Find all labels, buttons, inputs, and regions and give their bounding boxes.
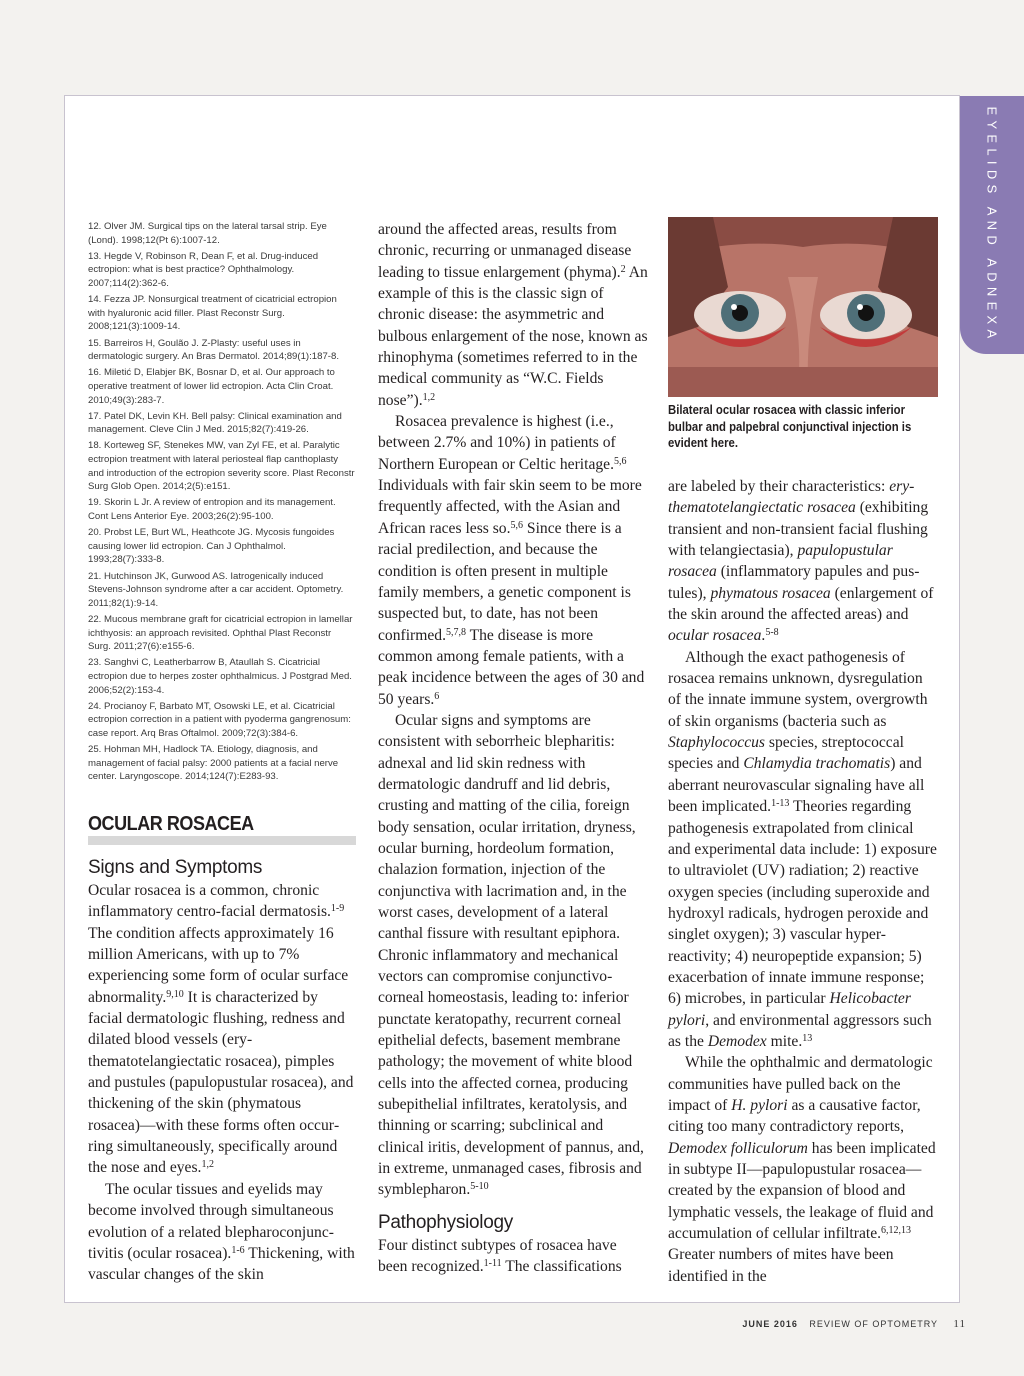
body-paragraph: Rosacea prevalence is highest (i.e., between 2.7% and 10%) in patients of Northern European or Celtic heritage.$^{5,6}$ Individuals with fair skin seem to be more frequently affected, with the Asian and African races less so.$^{5,6}$ Since there is a racial predilection, and because the condition is often present in multiple family members, a genetic component is suspected but, to date, has not been confirmed.$^{5,7,8}$ The disease is more common among female patients, with a peak incidence between the ages of 30 and 50 years.$^6$ [378, 413, 645, 708]
body-paragraph: around the affected areas, results from chronic, recurring or unmanaged disease leading to tissue enlargement (phyma).$^2$ An example of this is the classic sign of chronic disease: the asymmetric and bulbous enlargement of the nose, known as rhinophyma (sometimes referred to in the medical community as “W.C. Fields nose”).$^{1,2}$ [378, 221, 648, 409]
footer-magazine: REVIEW OF OPTOMETRY [809, 1319, 938, 1329]
body-paragraph: are labeled by their characteristics: erythematotelangiectatic rosacea (exhibiting transient and non-transient facial flushing with telangiectasia), papulopustular rosacea (inflammatory papules and pustules), phymatous rosacea (enlargement of the skin around the affected areas) and ocular rosacea.$^{5-8}$ [668, 478, 934, 645]
reference-item: 16. Miletić D, Elabjer BK, Bosnar D, et al. Our approach to operative treatment of lower lid ectropion. Acta Clin Croat. 2010;49(3):283-7. [88, 367, 335, 406]
reference-item: 14. Fezza JP. Nonsurgical treatment of cicatricial ectropion with hyaluronic acid filler. Plast Reconstr Surg. 2008;121(3):1009-14. [88, 294, 337, 333]
reference-item: 21. Hutchinson JK, Gurwood AS. Iatrogenically induced Stevens-Johnson syndrome after a car accident. Optometry. 2011;82(1):9-14. [88, 570, 344, 609]
reference-item: 24. Procianoy F, Barbato MT, Osowski LE, et al. Cicatricial ectropion correction in a patient with pyoderma gangrenosum: case report. Arq Bras Oftalmol. 2009;72(3):384-6. [88, 700, 351, 739]
body-paragraph: Although the exact pathogenesis of rosacea remains unknown, dysregulation of the innate immune system, overgrowth of skin organisms (bacteria such as Staphylococcus species, streptococcal species and Chlamydia trachomatis) and aberrant neurovascular signaling have all been implicated.$^{1-13}$ Theories regarding pathogenesis extrapolated from clinical and experimental data include: 1) exposure to ultraviolet (UV) radiation; 2) reactive oxygen species (including superoxide and hydroxyl radicals, hydrogen peroxide and singlet oxygen); 3) vascular hyper-reactivity; 4) neuropeptide expansion; 5) exacerbation of innate immune response; 6) microbes, in particular Helicobacter pylori, and environmental aggressors such as the Demodex mite.$^{13}$ [668, 648, 937, 1050]
reference-item: 20. Probst LE, Burt WL, Heathcote JG. Mycosis fungoides causing lower lid ectropion. Can J Ophthalmol. 1993;28(7):333-8. [88, 527, 335, 566]
section-heading [88, 812, 356, 845]
body-paragraph: Ocular signs and symptoms are consistent with seborrheic blepharitis: adnexal and lid skin redness with dermatologic dandruff and lid debris, crusting and matting of the cilia, foreign body sensation, ocular irritation, dryness, ocular burning, hordeolum formation, chalazion formation, injection of the conjunctiva with lacrimation and, in the worst cases, development of a lateral canthal fissure with resultant epiphora. Chronic inflammatory and mechanical vectors can compromise conjunctivocorneal homeostasis, leading to: inferior punctate keratopathy, recurrent corneal epithelial defects, basement membrane pathology; the movement of white blood cells into the affected cornea, producing subepithelial infiltrates, keratolysis, and thinning or scarring; subclinical and clinical iritis, development of pannus, and, in extreme, unmanaged cases, fibrosis and symblepharon.$^{5-10}$ [378, 711, 644, 1199]
reference-item: 22. Mucous membrane graft for cicatricial ectropion in lamellar ichthyosis: an approach revisited. Ophthal Plast Reconstr Surg. 2011;27(6):e155-6. [88, 613, 353, 653]
reference-item: 13. Hegde V, Robinson R, Dean F, et al. Drug-induced ectropion: what is best practice? Ophthalmology. 2007;114(2):362-6. [88, 250, 319, 289]
ocular-rosacea-photo [668, 217, 938, 397]
body-paragraph: The ocular tissues and eyelids may become involved through simultaneous evolution of a related blepharoconjunctivitis (ocular rosacea).$^{1-6}$ Thickening, with vascular changes of the skin [88, 1180, 355, 1284]
references-list [88, 220, 356, 786]
body-paragraph: Ocular rosacea is a common, chronic inflammatory centro-facial dermatosis.$^{1-9}$ The condition affects approximately 16 million Americans, with up to 7% experiencing some form of ocular surface abnormality.$^{9,10}$ It is characterized by facial dermatologic flushing, redness and dilated blood vessels (erythematotelangiectatic rosacea), pimples and pustules (papulopustular rosacea), and thickening of the skin (phymatous rosacea)—with these forms often occurring simultaneously, specifically around the nose and eyes.$^{1,2}$ [88, 882, 354, 1177]
reference-item: 23. Sanghvi C, Leatherbarrow B, Ataullah S. Cicatricial ectropion due to herpes zoster ophthalmicus. J Postgrad Med. 2006;52(2):153-4. [88, 657, 352, 696]
reference-item: 18. Korteweg SF, Stenekes MW, van Zyl FE, et al. Paralytic ectropion treatment with lateral periosteal flap canthoplasty and introduction of the ectropion severity score. Plast Reconstr Surg Glob Open. 2014;2(5):e151. [88, 440, 355, 493]
subhead-pathophysiology: Pathophysiology [378, 1211, 513, 1233]
footer-date: JUNE 2016 [742, 1319, 798, 1329]
reference-item: 12. Olver JM. Surgical tips on the lateral tarsal strip. Eye (Lond). 1998;12(Pt 6):1007-12. [88, 221, 327, 246]
body-paragraph: While the ophthalmic and dermatologic communities have pulled back on the impact of H. pylori as a causative factor, citing too many contradictory reports, Demodex folliculorum has been implicated in subtype II—papulopustular rosacea—created by the expansion of blood and lymphatic vessels, the leakage of fluid and accumulation of cellular infiltrate.$^{6,12,13}$ Greater numbers of mites have been identified in the [668, 1054, 936, 1285]
page-footer [742, 1318, 966, 1330]
section-tab-label: EYELIDS AND ADNEXA [984, 106, 1000, 344]
reference-item: 19. Skorin L Jr. A review of entropion and its management. Cont Lens Anterior Eye. 2003;26(2):95-100. [88, 497, 336, 523]
footer-page-number: 11 [953, 1318, 966, 1330]
reference-item: 17. Patel DK, Levin KH. Bell palsy: Clinical examination and management. Cleve Clin J Med. 2015;82(7):419-26. [88, 410, 342, 436]
article-column-3 [668, 476, 938, 1287]
photo-caption: Bilateral ocular rosacea with classic inferior bulbar and palpebral conjunctival injection is evident here. [668, 402, 912, 450]
article-column-1 [88, 856, 356, 1286]
section-tab [960, 96, 1024, 354]
eyes-illustration [668, 217, 938, 397]
reference-item: 15. Barreiros H, Goulão J. Z-Plasty: useful uses in dermatologic surgery. An Bras Dermatol. 2014;89(1):187-8. [88, 337, 339, 363]
article-column-2 [378, 219, 648, 1278]
section-title: OCULAR ROSACEA [88, 813, 254, 835]
reference-item: 25. Hohman MH, Hadlock TA. Etiology, diagnosis, and management of facial palsy: 2000 patients at a facial nerve center. Laryngoscope. 2014;124(7):E283-93. [88, 744, 339, 783]
body-paragraph: Four distinct subtypes of rosacea have been recognized.$^{1-11}$ The classifications [378, 1236, 622, 1276]
subhead-signs-symptoms: Signs and Symptoms [88, 857, 263, 878]
